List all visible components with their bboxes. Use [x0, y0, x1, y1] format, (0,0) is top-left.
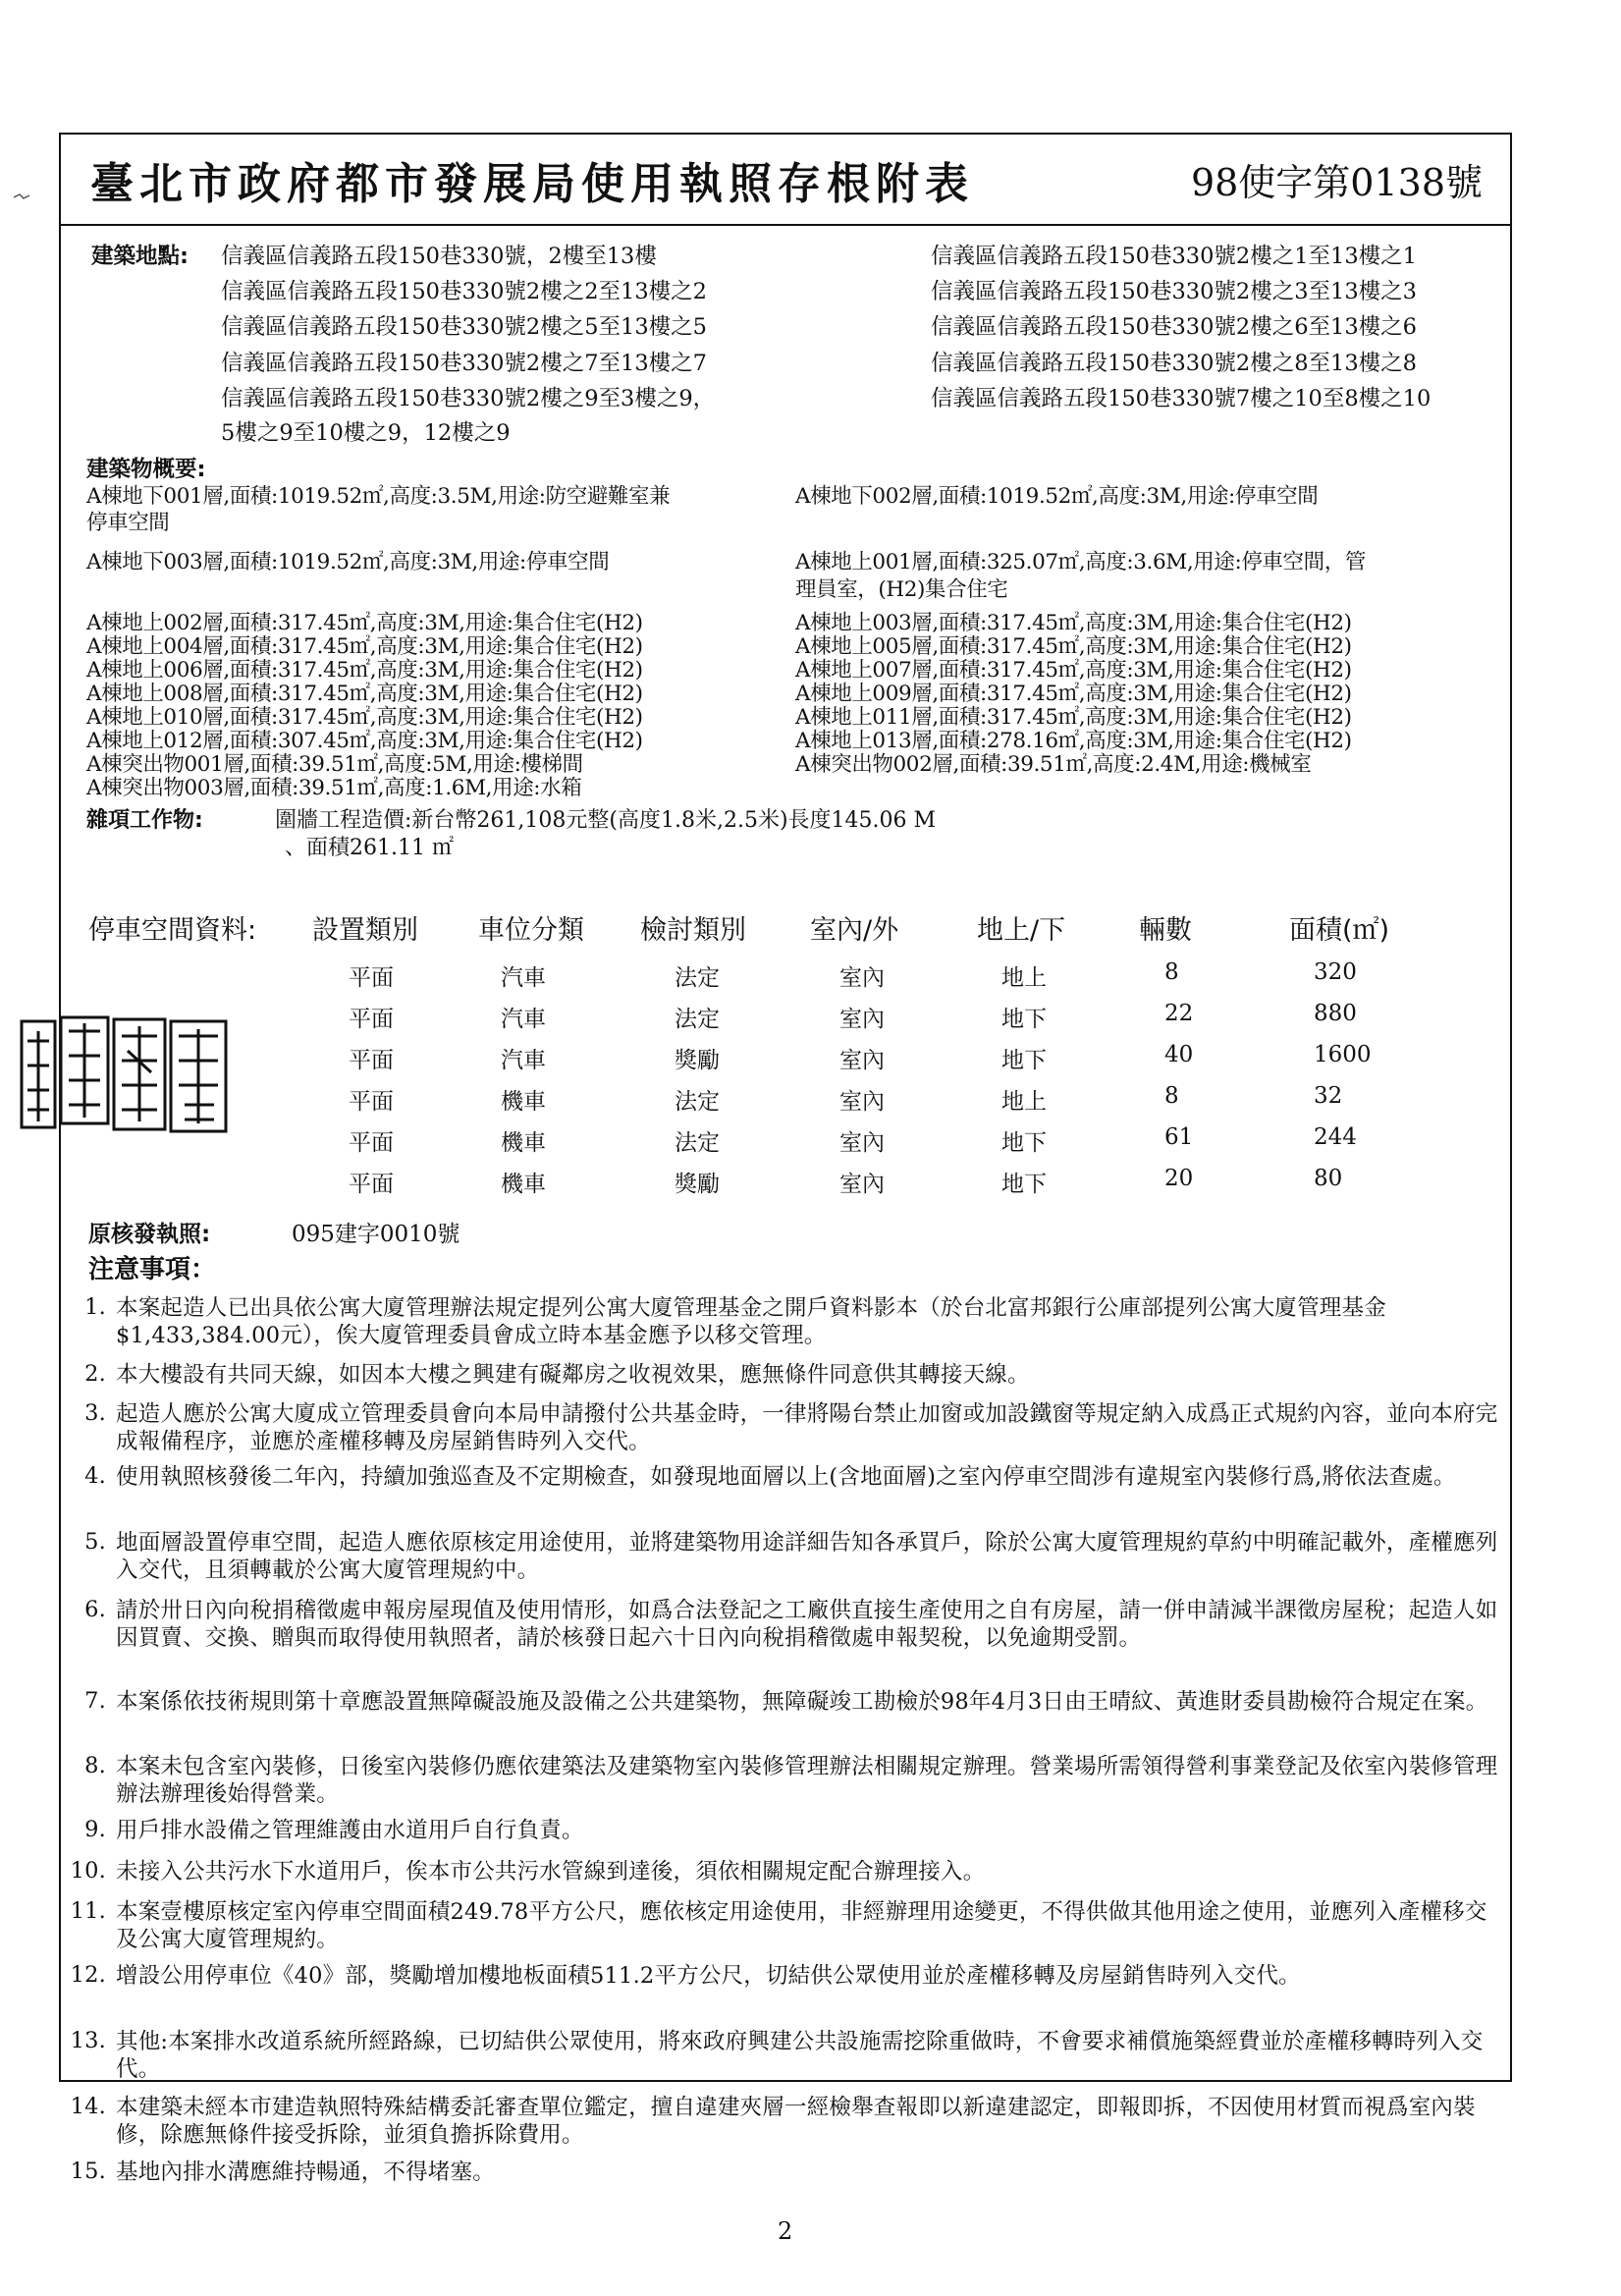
note-number: 4. — [84, 1463, 106, 1489]
floor-entry: A棟地上011層,面積:317.45㎡,高度:3M,用途:集合住宅(H2) — [795, 705, 1352, 730]
site-address-right-2: 信義區信義路五段150巷330號2樓之3至13樓之3 — [931, 279, 1417, 304]
site-address-right-1: 信義區信義路五段150巷330號2樓之1至13樓之1 — [931, 244, 1417, 269]
original-permit-label: 原核發執照: — [88, 1222, 211, 1247]
floor-entry: A棟地上013層,面積:278.16㎡,高度:3M,用途:集合住宅(H2) — [795, 729, 1352, 753]
site-address-left-2: 信義區信義路五段150巷330號2樓之2至13樓之2 — [221, 279, 707, 304]
site-address-right-3: 信義區信義路五段150巷330號2樓之6至13樓之6 — [931, 314, 1417, 340]
parking-cell: 獎勵 — [675, 1048, 720, 1073]
notes-label: 注意事項： — [88, 1255, 217, 1285]
parking-cell: 法定 — [675, 1089, 720, 1115]
note-number: 15. — [70, 2159, 106, 2184]
parking-cell: 法定 — [675, 1130, 720, 1156]
parking-cell: 8 — [1164, 1083, 1179, 1109]
floor-entry: A棟突出物003層,面積:39.51㎡,高度:1.6M,用途:水箱 — [86, 776, 582, 800]
parking-cell: 機車 — [501, 1089, 546, 1115]
floor-entry: A棟地下001層,面積:1019.52㎡,高度:3.5M,用途:防空避難室兼 — [86, 484, 671, 509]
parking-cell: 320 — [1314, 959, 1357, 985]
note-number: 6. — [84, 1597, 106, 1622]
floor-entry: A棟地上005層,面積:317.45㎡,高度:3M,用途:集合住宅(H2) — [795, 634, 1352, 659]
parking-cell: 平面 — [349, 1007, 394, 1032]
note-number: 5. — [84, 1529, 106, 1555]
floor-entry: A棟突出物002層,面積:39.51㎡,高度:2.4M,用途:機械室 — [795, 752, 1312, 777]
note-number: 10. — [70, 1858, 106, 1884]
note-text: 本案未包含室內裝修，日後室內裝修仍應依建築法及建築物室內裝修管理辦法相關規定辦理。營業場所需領得營利事業登記及依室內裝修管理辦法辦理後始得營業。 — [116, 1754, 1498, 1807]
parking-cell: 平面 — [349, 1089, 394, 1115]
note-number: 8. — [84, 1753, 106, 1778]
site-address-left-1: 信義區信義路五段150巷330號，2樓至13樓 — [221, 244, 657, 269]
floor-entry: 理員室，(H2)集合住宅 — [795, 577, 1008, 602]
note-text: 起造人應於公寓大廈成立管理委員會向本局申請撥付公共基金時，一律將陽台禁止加窗或加設鐵窗等規定納入成爲正式規約內容，並向本府完成報備程序，並應於產權移轉及房屋銷售時列入交代。 — [116, 1401, 1498, 1454]
note-text: 使用執照核發後二年內，持續加強巡查及不定期檢查，如發現地面層以上(含地面層)之室內停車空間涉有違規室內裝修行爲,將依法查處。 — [116, 1464, 1456, 1490]
note-number: 2. — [84, 1361, 106, 1387]
note-text: 基地內排水溝應維持暢通，不得堵塞。 — [116, 2159, 495, 2185]
parking-cell: 32 — [1314, 1083, 1343, 1109]
parking-cell: 汽車 — [501, 1007, 546, 1032]
parking-cell: 室內 — [839, 1089, 885, 1115]
note-text: 本建築未經本市建造執照特殊結構委託審查單位鑑定，擅自違建夾層一經檢舉查報即以新違建認定，即報即拆，不因使用材質而視爲室內裝修，除應無條件接受拆除，並須負擔拆除費用。 — [116, 2095, 1476, 2148]
parking-cell: 平面 — [349, 1172, 394, 1197]
misc-line-1: 圍牆工程造價:新台幣261,108元整(高度1.8米,2.5米)長度145.06 M — [275, 808, 937, 833]
parking-cell: 244 — [1314, 1124, 1357, 1150]
note-text: 本案係依技術規則第十章應設置無障礙設施及設備之公共建築物，無障礙竣工勘檢於98年4月3日由王晴紋、黃進財委員勘檢符合規定在案。 — [116, 1689, 1488, 1715]
parking-cell: 地下 — [1001, 1130, 1047, 1156]
misc-line-2: 、面積261.11 ㎡ — [285, 836, 454, 860]
document-number: 98使字第0138號 — [1190, 161, 1483, 204]
parking-cell: 地下 — [1001, 1007, 1047, 1032]
parking-cell: 室內 — [839, 1007, 885, 1032]
note-number: 1. — [84, 1294, 106, 1320]
note-number: 9. — [84, 1817, 106, 1842]
parking-cell: 室內 — [839, 965, 885, 991]
floor-entry: A棟地上006層,面積:317.45㎡,高度:3M,用途:集合住宅(H2) — [86, 658, 643, 683]
floor-entry: A棟地上001層,面積:325.07㎡,高度:3.6M,用途:停車空間，管 — [795, 550, 1366, 574]
floor-entry: A棟地下002層,面積:1019.52㎡,高度:3M,用途:停車空間 — [795, 484, 1319, 509]
parking-header-cell: 設置類別 — [312, 915, 418, 946]
note-text: 請於卅日內向稅捐稽徵處申報房屋現值及使用情形，如爲合法登記之工廠供直接生產使用之自有房屋，請一併申請減半課徵房屋稅；起造人如因買賣、交換、贈與而取得使用執照者，請於核發日起六十日內向稅捐稽徵處申報契稅，以免逾期受罰。 — [116, 1598, 1498, 1651]
parking-cell: 20 — [1164, 1166, 1194, 1191]
parking-header-cell: 輛數 — [1139, 915, 1192, 946]
parking-cell: 地上 — [1001, 965, 1047, 991]
note-text: 地面層設置停車空間，起造人應依原核定用途使用，並將建築物用途詳細告知各承買戶，除於公寓大廈管理規約草約中明確記載外，產權應列入交代，且須轉載於公寓大廈管理規約中。 — [116, 1530, 1498, 1583]
parking-header-cell: 車位分類 — [478, 915, 584, 946]
site-address-left-3: 信義區信義路五段150巷330號2樓之5至13樓之5 — [221, 314, 707, 340]
parking-cell: 地下 — [1001, 1172, 1047, 1197]
margin-mark — [12, 191, 31, 201]
note-number: 7. — [84, 1688, 106, 1714]
parking-cell: 1600 — [1314, 1042, 1372, 1067]
parking-label: 停車空間資料: — [88, 915, 257, 946]
note-number: 11. — [70, 1898, 106, 1924]
floor-entry: A棟地上008層,面積:317.45㎡,高度:3M,用途:集合住宅(H2) — [86, 682, 643, 706]
parking-cell: 61 — [1164, 1124, 1194, 1150]
parking-cell: 平面 — [349, 1130, 394, 1156]
parking-cell: 880 — [1314, 1001, 1357, 1026]
parking-cell: 機車 — [501, 1130, 546, 1156]
document-title: 臺北市政府都市發展局使用執照存根附表 — [90, 159, 974, 209]
site-address-left-4: 信義區信義路五段150巷330號2樓之7至13樓之7 — [221, 351, 707, 376]
note-number: 14. — [70, 2094, 106, 2119]
site-label: 建築地點: — [91, 244, 189, 269]
parking-header-cell: 室內/外 — [810, 915, 899, 946]
site-address-right-5: 信義區信義路五段150巷330號7樓之10至8樓之10 — [931, 386, 1432, 411]
parking-cell: 地下 — [1001, 1048, 1047, 1073]
parking-cell: 機車 — [501, 1172, 546, 1197]
parking-cell: 平面 — [349, 1048, 394, 1073]
floor-entry: A棟地上007層,面積:317.45㎡,高度:3M,用途:集合住宅(H2) — [795, 658, 1352, 683]
note-text: 本案壹樓原核定室內停車空間面積249.78平方公尺，應依核定用途使用，非經辦理用途變更，不得供做其他用途之使用，並應列入產權移交及公寓大廈管理規約。 — [116, 1899, 1487, 1952]
page-number: 2 — [778, 2217, 793, 2245]
parking-cell: 汽車 — [501, 965, 546, 991]
parking-cell: 獎勵 — [675, 1172, 720, 1197]
parking-header-cell: 地上/下 — [977, 915, 1066, 946]
parking-header-cell: 面積(㎡) — [1289, 915, 1390, 946]
parking-cell: 室內 — [839, 1130, 885, 1156]
note-number: 12. — [70, 1962, 106, 1988]
document-header — [59, 133, 1512, 226]
official-seal — [18, 1011, 232, 1137]
floor-entry: A棟地上002層,面積:317.45㎡,高度:3M,用途:集合住宅(H2) — [86, 611, 643, 635]
site-address-right-4: 信義區信義路五段150巷330號2樓之8至13樓之8 — [931, 351, 1417, 376]
note-text: 增設公用停車位《40》部，獎勵增加樓地板面積511.2平方公尺，切結供公眾使用並於產權移轉及房屋銷售時列入交代。 — [116, 1963, 1301, 1989]
floor-entry: A棟地上009層,面積:317.45㎡,高度:3M,用途:集合住宅(H2) — [795, 682, 1352, 706]
site-address-left-6: 5樓之9至10樓之9，12樓之9 — [221, 420, 511, 446]
parking-header-cell: 檢討類別 — [640, 915, 746, 946]
parking-cell: 40 — [1164, 1042, 1194, 1067]
original-permit-value: 095建字0010號 — [292, 1222, 460, 1247]
note-number: 13. — [70, 2028, 106, 2053]
misc-label: 雜項工作物: — [86, 808, 203, 833]
parking-cell: 地上 — [1001, 1089, 1047, 1115]
parking-cell: 汽車 — [501, 1048, 546, 1073]
floor-entry: A棟地上003層,面積:317.45㎡,高度:3M,用途:集合住宅(H2) — [795, 611, 1352, 635]
note-text: 用戶排水設備之管理維護由水道用戶自行負責。 — [116, 1818, 584, 1843]
parking-cell: 室內 — [839, 1172, 885, 1197]
floor-entry: A棟地下003層,面積:1019.52㎡,高度:3M,用途:停車空間 — [86, 550, 610, 574]
parking-cell: 室內 — [839, 1048, 885, 1073]
note-number: 3. — [84, 1400, 106, 1426]
note-text: 未接入公共污水下水道用戶，俟本市公共污水管線到達後，須依相關規定配合辦理接入。 — [116, 1859, 986, 1885]
note-text: 本案起造人已出具依公寓大廈管理辦法規定提列公寓大廈管理基金之開戶資料影本（於台北富邦銀行公庫部提列公寓大廈管理基金$1,433,384.00元），俟大廈管理委員會成立時本基金應予以移交管理。 — [116, 1295, 1386, 1348]
parking-cell: 22 — [1164, 1001, 1194, 1026]
floor-entry: A棟地上012層,面積:307.45㎡,高度:3M,用途:集合住宅(H2) — [86, 729, 643, 753]
parking-cell: 法定 — [675, 965, 720, 991]
overview-label: 建築物概要: — [86, 457, 206, 482]
site-address-left-5: 信義區信義路五段150巷330號2樓之9至3樓之9， — [221, 386, 716, 411]
parking-cell: 平面 — [349, 965, 394, 991]
parking-cell: 法定 — [675, 1007, 720, 1032]
note-text: 本大樓設有共同天線，如因本大樓之興建有礙鄰房之收視效果，應無條件同意供其轉接天線。 — [116, 1362, 1030, 1388]
floor-entry: 停車空間 — [86, 511, 170, 535]
floor-entry: A棟地上010層,面積:317.45㎡,高度:3M,用途:集合住宅(H2) — [86, 705, 643, 730]
parking-cell: 80 — [1314, 1166, 1343, 1191]
parking-cell: 8 — [1164, 959, 1179, 985]
note-text: 其他:本案排水改道系統所經路線，已切結供公眾使用，將來政府興建公共設施需挖除重做時，不會要求補償施築經費並於產權移轉時列入交代。 — [116, 2029, 1484, 2082]
floor-entry: A棟地上004層,面積:317.45㎡,高度:3M,用途:集合住宅(H2) — [86, 634, 643, 659]
floor-entry: A棟突出物001層,面積:39.51㎡,高度:5M,用途:樓梯間 — [86, 752, 583, 777]
